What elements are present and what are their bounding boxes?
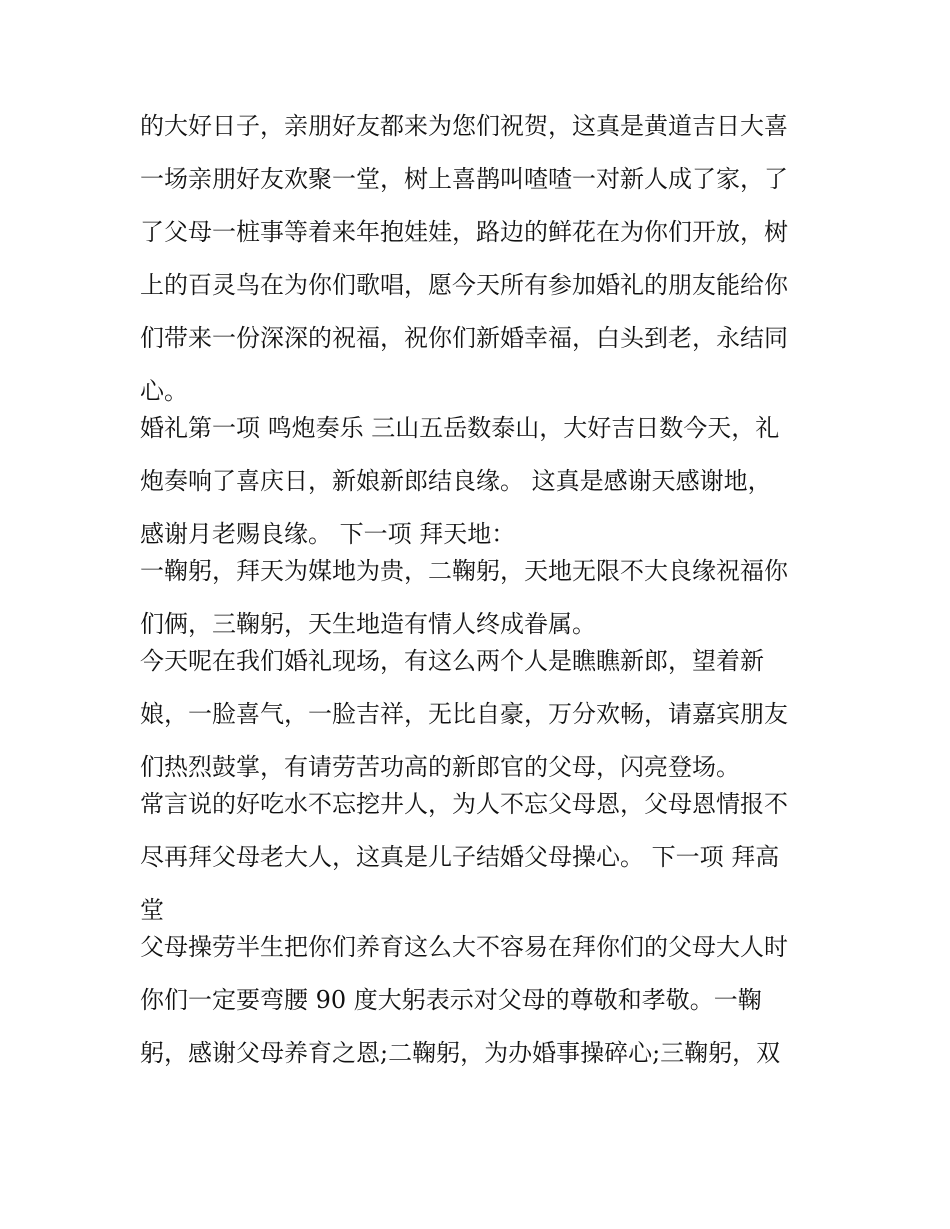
document-body (140, 108, 830, 1072)
text-line: 了父母一桩事等着来年抱娃娃，路边的鲜花在为你们开放，树 (140, 218, 788, 246)
text-line: 婚礼第一项 鸣炮奏乐 三山五岳数泰山，大好吉日数今天，礼 (140, 414, 780, 442)
text-line: 的大好日子，亲朋好友都来为您们祝贺，这真是黄道吉日大喜 (140, 112, 788, 140)
text-line: 们俩，三鞠躬，天生地造有情人终成眷属。 (140, 610, 596, 638)
text-line: 躬，感谢父母养育之恩;二鞠躬，为办婚事操碎心;三鞠躬，双 (140, 1039, 781, 1067)
text-line: 一场亲朋好友欢聚一堂，树上喜鹊叫喳喳一对新人成了家，了 (140, 165, 788, 193)
text-line: 尽再拜父母老大人，这真是儿子结婚父母操心。 下一项 拜高 (140, 843, 780, 871)
text-line: 们带来一份深深的祝福，祝你们新婚幸福，白头到老，永结同 (140, 324, 788, 352)
text-line: 娘，一脸喜气，一脸吉祥，无比自豪，万分欢畅，请嘉宾朋友 (140, 700, 788, 728)
text-line: 父母操劳半生把你们养育这么大不容易在拜你们的父母大人时 (140, 933, 788, 961)
text-line: 上的百灵鸟在为你们歌唱，愿今天所有参加婚礼的朋友能给你 (140, 271, 788, 299)
text-line: 一鞠躬，拜天为媒地为贵，二鞠躬，天地无限不大良缘祝福你 (140, 557, 788, 585)
text-line: 常言说的好吃水不忘挖井人，为人不忘父母恩，父母恩情报不 (140, 790, 788, 818)
text-line: 你们一定要弯腰 90 度大躬表示对父母的尊敬和孝敬。一鞠 (140, 986, 762, 1014)
text-line: 炮奏响了喜庆日，新娘新郎结良缘。 这真是感谢天感谢地， (140, 467, 772, 495)
text-line: 心。 (140, 377, 188, 405)
text-line: 今天呢在我们婚礼现场，有这么两个人是瞧瞧新郎，望着新 (140, 647, 764, 675)
text-line: 们热烈鼓掌，有请劳苦功高的新郎官的父母，闪亮登场。 (140, 753, 740, 781)
text-line: 堂 (140, 896, 164, 924)
text-line: 感谢月老赐良缘。 下一项 拜天地： (140, 520, 516, 548)
